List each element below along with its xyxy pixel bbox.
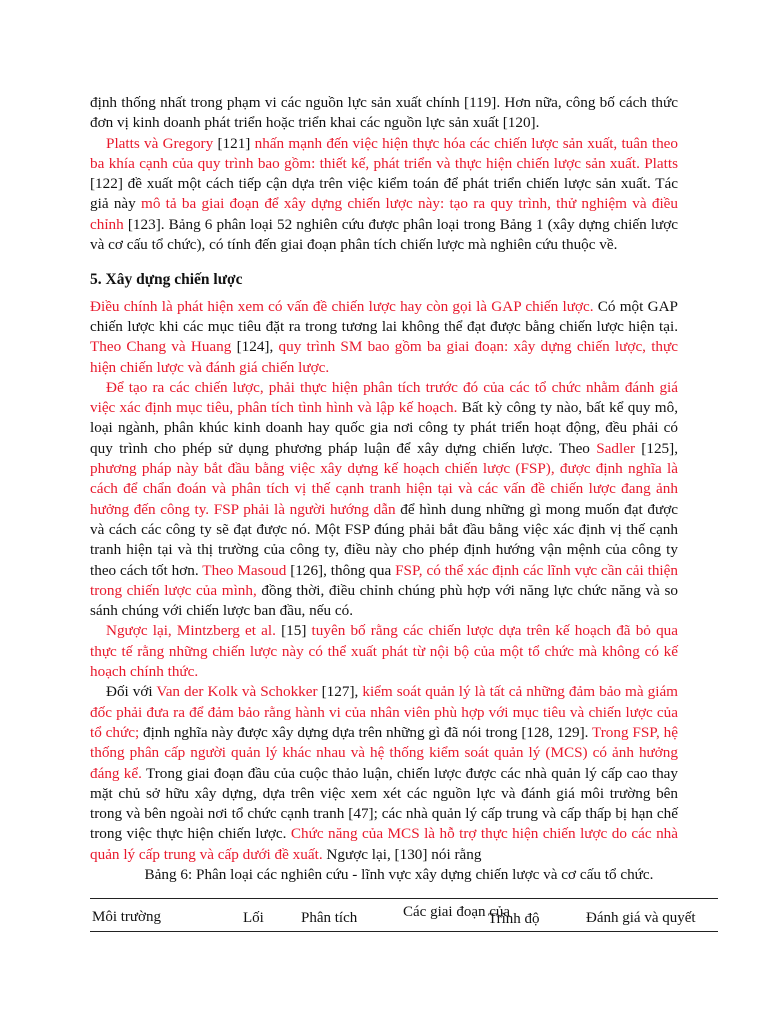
highlighted-text: quy trình SM bao gồm ba giai đoạn: xây dựng chiến lược, thực hiện chiến lược và đánh giá chiến lược. — [90, 338, 678, 376]
paragraph-platts-gregory — [90, 134, 678, 256]
highlighted-text: Để tạo ra các chiến lược, phải thực hiện phân tích trước đó của các tổ chức nhằm đánh giá việc xác định mục tiêu, phân tích tình hình và lập kế hoạch. — [90, 378, 678, 417]
column-header-analysis: Phân tích — [301, 910, 358, 926]
body-text: Bất kỳ công ty nào, bất kể quy mô, loại ngành, phân khúc kinh doanh hay quốc gia nơi công ty phát triển hoạt động, đều phải có quy trình cho phép sử dụng phương pháp luận để xây dựng chiến lược. Theo — [90, 399, 678, 457]
section-heading: 5. Xây dựng chiến lược — [90, 271, 243, 289]
column-header-level: Trình độ — [488, 911, 540, 927]
highlighted-text: Trong FSP, hệ thống phân cấp người quản lý khác nhau và hệ thống kiểm soát quản lý (MCS) có ảnh hưởng đáng kể. — [90, 723, 679, 782]
highlighted-text: Điều chính là phát hiện xem có vấn đề chiến lược hay còn gọi là GAP chiến lược. — [90, 297, 594, 315]
body-text: Có một GAP chiến lược khi các mục tiêu đặt ra trong tương lai không thể đạt được bằng chiến lược hiện tại. — [90, 297, 678, 335]
body-text: định nghĩa này được xây dựng dựa trên những gì đã nói trong [128, 129]. — [139, 723, 592, 741]
paragraph-intro — [90, 93, 678, 134]
highlighted-text: kiểm soát quản lý là tất cả những đảm bảo mà giám đốc phải đưa ra để đảm bảo rằng hành vi của nhân viên phù hợp với mục tiêu và chiến lược của tổ chức; — [90, 683, 678, 741]
body-text: đồng thời, điều chỉnh chúng phù hợp với năng lực chức năng và so sánh chúng với chiến lược ban đầu, nếu có. — [90, 581, 679, 620]
highlighted-text: Chức năng của MCS là hỗ trợ thực hiện chiến lược do các nhà quản lý cấp trung và cấp dưới đề xuất. — [90, 825, 678, 863]
paragraph-strategic-gap — [90, 297, 678, 378]
highlighted-text: Ngược lại, Mintzberg et al. — [106, 622, 276, 640]
highlighted-text: nhấn mạnh đến việc hiện thực hóa các chiến lược sản xuất, tuân theo ba khía cạnh của quy trình bao gồm: thiết kế, phát triển và thực hiện chiến lược sản xuất. Platts — [90, 134, 679, 172]
body-text: [126], thông qua — [286, 561, 396, 579]
classification-table-header — [90, 898, 718, 932]
body-text: Trong giai đoạn đầu của cuộc thảo luận, chiến lược được các nhà quản lý cấp cao thay mặt chủ sở hữu xây dựng, dựa trên việc xem xét các nguồn lực và đánh giá môi trường bên trong và bên ngoài nơi tổ chức cạnh tranh [47]; các nhà quản lý cấp trung và cấp thấp bị hạn chế trong việc thực hiện chiến lược. — [90, 764, 678, 843]
column-header-environment: Môi trường — [92, 909, 161, 925]
highlighted-text: phương pháp này bắt đầu bằng việc xây dựng kế hoạch chiến lược (FSP), được định nghĩa là cách để chẩn đoán và phân tích vị thế cạnh tranh hiện tại và các vấn đề chiến lược đang ảnh hưởng đến công ty. FSP phải là người hướng dẫn — [90, 460, 678, 518]
highlighted-text: Van der Kolk và Schokker — [156, 683, 318, 701]
column-header-stages: Các giai đoạn của — [403, 904, 511, 920]
body-text: [127], — [317, 683, 363, 701]
column-header-style: Lối — [243, 910, 264, 926]
paragraph-management-control — [90, 682, 678, 865]
highlighted-text: Platts và Gregory — [106, 134, 214, 152]
paragraph-mintzberg — [90, 621, 678, 682]
body-text: định thống nhất trong phạm vi các nguồn lực sản xuất chính [119]. Hơn nữa, công bố cách thức đơn vị kinh doanh phát triển hoặc triển khai các nguồn lực sản xuất [120]. — [90, 94, 678, 132]
column-header-evaluation: Đánh giá và quyết — [586, 910, 696, 926]
body-text: để hình dung những gì mong muốn đạt được và cách các công ty sẽ đạt được nó. Một FSP đúng phải bắt đầu bằng việc xác định vị thế cạnh tranh hiện tại và thị trường của công ty, điều này cho phép định hướng vận mệnh của công ty theo cách tốt hơn. — [90, 500, 678, 579]
body-text: [124], — [231, 338, 279, 356]
paragraph-fsp — [90, 378, 678, 622]
body-text: Ngược lại, [130] nói rằng — [322, 845, 482, 863]
body-text: [122] đề xuất một cách tiếp cận dựa trên việc kiểm toán để phát triển chiến lược sản xuất. Tác giả này — [90, 175, 678, 213]
table-caption: Bảng 6: Phân loại các nghiên cứu - lĩnh vực xây dựng chiến lược và cơ cấu tổ chức. — [144, 865, 654, 883]
body-text: [15] — [275, 622, 312, 640]
highlighted-text: Theo Masoud — [202, 561, 287, 579]
body-text: Đối với — [106, 683, 157, 701]
highlighted-text: tuyên bố rằng các chiến lược dựa trên kế hoạch đã bỏ qua thực tế rằng những chiến lược này có thể xuất phát từ nội bộ của một tổ chức mà không có kế hoạch chính thức. — [90, 622, 678, 681]
highlighted-text: FSP, có thể xác định các lĩnh vực cần cải thiện trong chiến lược của mình, — [90, 561, 678, 599]
document-page — [90, 93, 678, 885]
body-text: [123]. Bảng 6 phân loại 52 nghiên cứu được phân loại trong Bảng 1 (xây dựng chiến lược và cơ cấu tổ chức), có tính đến giai đoạn phân tích chiến lược mà nghiên cứu thuộc về. — [90, 215, 678, 254]
body-text: [125], — [635, 439, 678, 457]
highlighted-text: Theo Chang và Huang — [90, 338, 232, 356]
highlighted-text: Sadler — [596, 439, 636, 457]
body-text: [121] — [213, 134, 255, 152]
highlighted-text: mô tả ba giai đoạn để xây dựng chiến lược này: tạo ra quy trình, thử nghiệm và điều chỉnh — [90, 195, 679, 233]
